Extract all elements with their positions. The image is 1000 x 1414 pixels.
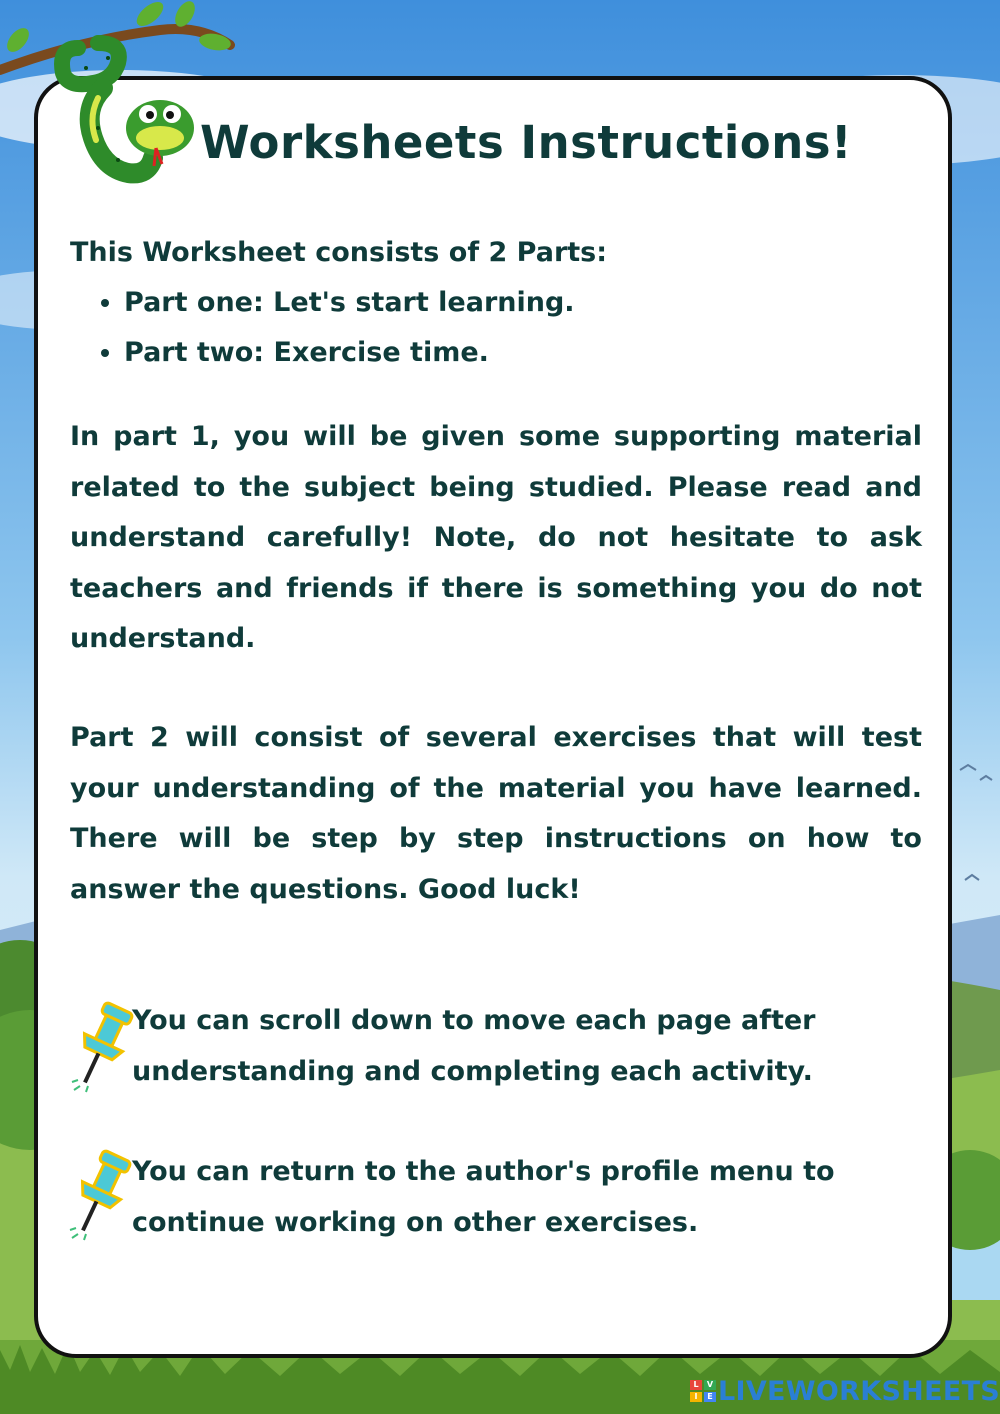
part-one-paragraph: In part 1, you will be given some supporting material related to the subject being studied. Please read and understand carefully! Note, do not hesitate to ask teachers and friends if there is something you do not understand.: [70, 421, 922, 654]
logo-mark-icon: [690, 1379, 702, 1403]
logo-letter: E: [704, 1392, 716, 1402]
scroll-note: You can scroll down to move each page after understanding and completing each activity.: [132, 1005, 816, 1087]
intro-heading: This Worksheet consists of 2 Parts:: [70, 237, 608, 268]
pushpin-icon: [68, 998, 134, 1098]
logo-letter: I: [690, 1392, 702, 1402]
logo-letter: V: [704, 1380, 716, 1390]
part-two-paragraph: Part 2 will consist of several exercises that will test your understanding of the material you have learned. There will be step by step instructions on how to answer the questions. Good luck!: [70, 722, 922, 905]
snake-icon: [38, 28, 208, 198]
list-item: • Part two: Exercise time.: [124, 328, 930, 378]
parts-list: [70, 278, 930, 378]
brand-name: LIVEWORKSHEETS: [718, 1375, 1000, 1407]
profile-note: You can return to the author's profile menu to continue working on other exercises.: [132, 1156, 835, 1238]
logo-letter: L: [690, 1380, 702, 1390]
pushpin-icon: [66, 1146, 132, 1246]
page-title: Worksheets Instructions!: [200, 116, 853, 169]
list-item: • Part one: Let's start learning.: [124, 278, 930, 328]
liveworksheets-logo[interactable]: [690, 1374, 1000, 1408]
intro-section: [70, 228, 930, 378]
logo-mark-icon: [704, 1379, 716, 1403]
